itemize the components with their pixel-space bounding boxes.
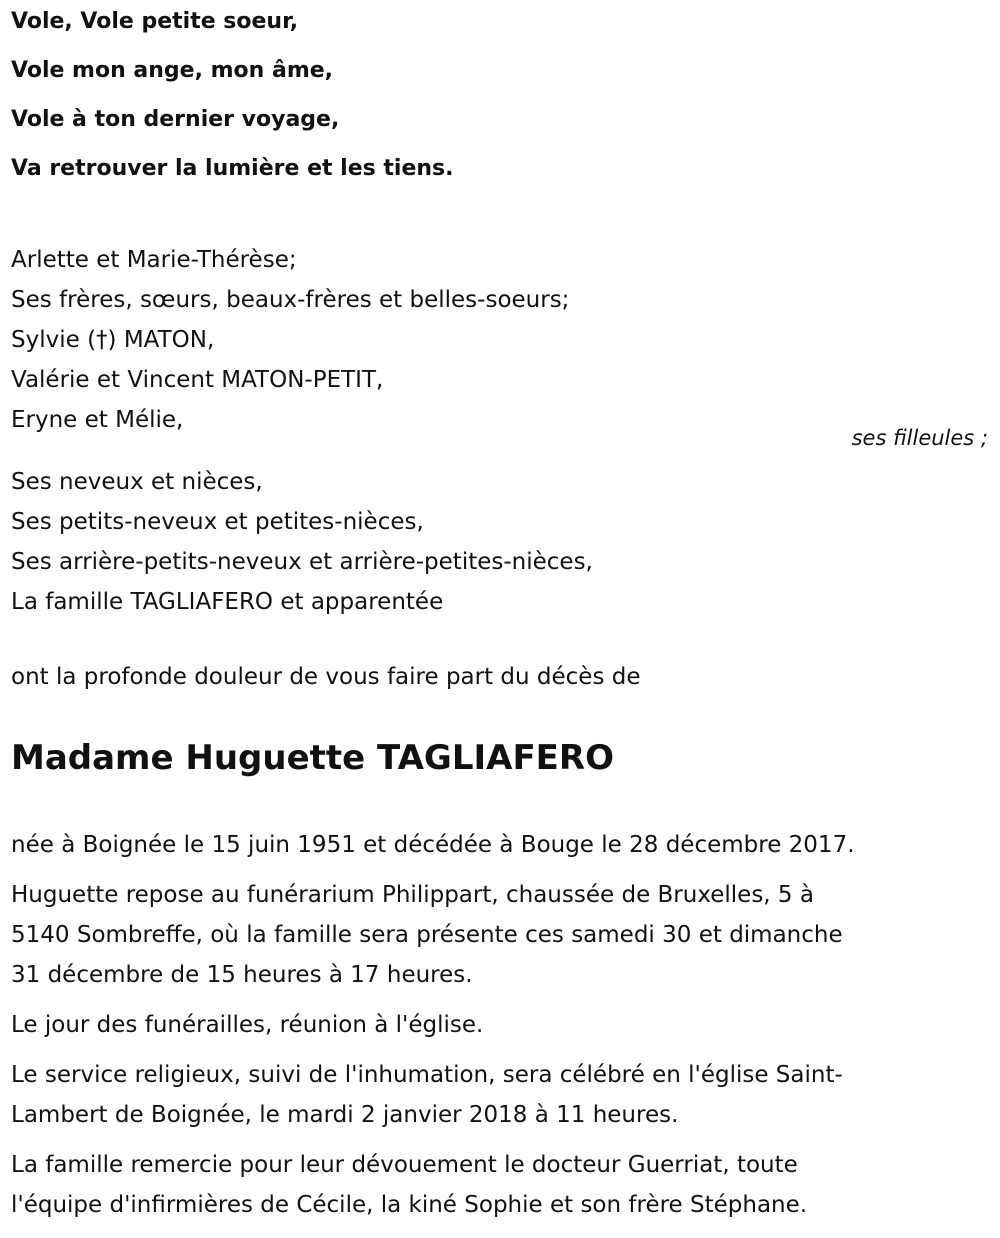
deceased-name: Madame Huguette TAGLIAFERO <box>11 738 614 778</box>
family-line: La famille TAGLIAFERO et apparentée <box>11 589 444 615</box>
paragraph-line: 5140 Sombreffe, où la famille sera présente ces samedi 30 et dimanche <box>11 922 843 948</box>
family-line: Sylvie (†) MATON, <box>11 327 215 353</box>
family-line: Ses arrière-petits-neveux et arrière-petites-nièces, <box>11 549 593 575</box>
paragraph-line: Le service religieux, suivi de l'inhumation, sera célébré en l'église Saint- <box>11 1062 843 1088</box>
paragraph-line: Le jour des funérailles, réunion à l'église. <box>11 1012 484 1038</box>
announcement: ont la profonde douleur de vous faire part du décès de <box>11 664 641 690</box>
paragraph-line: née à Boignée le 15 juin 1951 et décédée à Bouge le 28 décembre 2017. <box>11 832 855 858</box>
poem-line: Vole à ton dernier voyage, <box>11 107 340 132</box>
poem-line: Va retrouver la lumière et les tiens. <box>11 156 454 181</box>
family-line: Eryne et Mélie, <box>11 407 184 433</box>
poem <box>11 10 986 206</box>
paragraph-line: La famille remercie pour leur dévouement le docteur Guerriat, toute <box>11 1152 798 1178</box>
family-line: Ses petits-neveux et petites-nièces, <box>11 509 424 535</box>
rest-place-paragraph <box>11 875 986 995</box>
paragraph-line: Huguette repose au funérarium Philippart, chaussée de Bruxelles, 5 à <box>11 882 814 908</box>
godchildren-note: ses filleules ; <box>851 426 988 450</box>
poem-line: Vole mon ange, mon âme, <box>11 58 334 83</box>
family-line: Ses neveux et nièces, <box>11 469 263 495</box>
service-paragraph <box>11 1055 986 1135</box>
family-gap <box>11 440 986 462</box>
poem-line: Vole, Vole petite soeur, <box>11 9 299 34</box>
family-line: Ses frères, sœurs, beaux-frères et belles-soeurs; <box>11 287 570 313</box>
family-line: Valérie et Vincent MATON-PETIT, <box>11 367 384 393</box>
family-list <box>11 240 986 622</box>
paragraph-line: Lambert de Boignée, le mardi 2 janvier 2018 à 11 heures. <box>11 1102 679 1128</box>
details <box>11 825 986 1235</box>
meeting-paragraph <box>11 1005 986 1045</box>
paragraph-line: l'équipe d'infirmières de Cécile, la kiné Sophie et son frère Stéphane. <box>11 1192 808 1218</box>
paragraph-line: 31 décembre de 15 heures à 17 heures. <box>11 962 473 988</box>
birth-death-paragraph <box>11 825 986 865</box>
family-line: Arlette et Marie-Thérèse; <box>11 247 297 273</box>
thanks-paragraph <box>11 1145 986 1225</box>
